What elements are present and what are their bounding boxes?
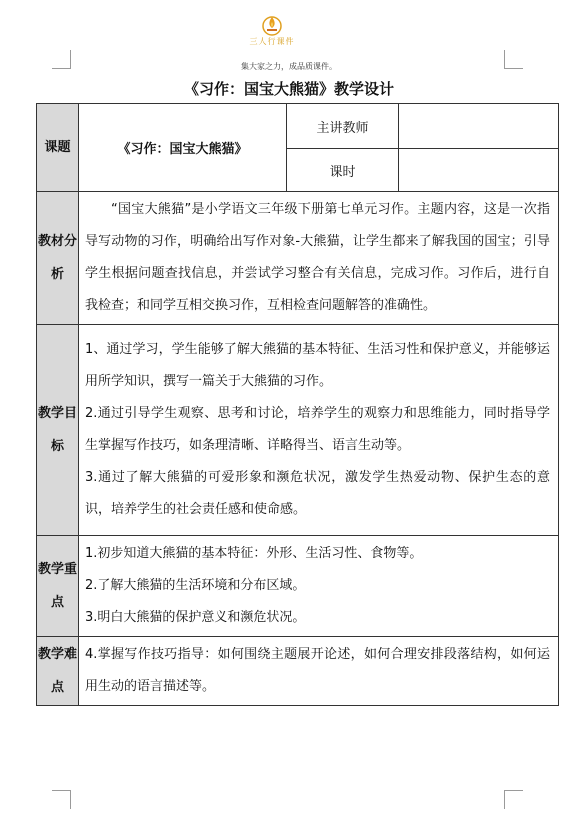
key-point-item: 2.了解大熊猫的生活环境和分布区域。 — [85, 578, 306, 593]
objectives-label: 教学目标 — [37, 325, 79, 536]
objective-item: 1、通过学习，学生能够了解大熊猫的基本特征、生活习性和保护意义，并能够运用所学知识，撰写一篇关于大熊猫的习作。 — [85, 342, 550, 389]
teacher-value — [399, 104, 559, 149]
table-row — [37, 325, 559, 536]
logo-text: 三人行课件 — [249, 37, 295, 46]
period-label: 课时 — [287, 149, 399, 192]
document-title: 《习作：国宝大熊猫》教学设计 — [183, 80, 394, 98]
key-points-label: 教学重点 — [37, 536, 79, 637]
period-value — [399, 149, 559, 192]
crop-mark-bottom-right — [504, 790, 523, 809]
flame-logo-icon — [261, 14, 283, 36]
table-row — [37, 104, 559, 149]
table-row — [37, 637, 559, 706]
analysis-label: 教材分析 — [37, 192, 79, 325]
lesson-plan-table — [36, 103, 559, 706]
teacher-label: 主讲教师 — [287, 104, 399, 149]
table-row — [37, 192, 559, 325]
topic-label: 课题 — [37, 104, 79, 192]
difficulties-label: 教学难点 — [37, 637, 79, 706]
difficulties-content — [79, 637, 559, 706]
objectives-content — [79, 325, 559, 536]
objective-item: 3.通过了解大熊猫的可爱形象和濒危状况，激发学生热爱动物、保护生态的意识，培养学生的社会责任感和使命感。 — [85, 470, 550, 517]
difficulty-item: 4.掌握写作技巧指导：如何围绕主题展开论述，如何合理安排段落结构，如何运用生动的语言描述等。 — [85, 647, 550, 694]
tagline: 集大家之力，成品质课件。 — [241, 62, 337, 71]
key-point-item: 3.明白大熊猫的保护意义和濒危状况。 — [85, 610, 306, 625]
objective-item: 2.通过引导学生观察、思考和讨论，培养学生的观察力和思维能力，同时指导学生掌握写作技巧，如条理清晰、详略得当、语言生动等。 — [85, 406, 550, 453]
publisher-logo — [249, 14, 295, 47]
table-row — [37, 536, 559, 637]
analysis-content — [79, 192, 559, 325]
key-point-item: 1.初步知道大熊猫的基本特征：外形、生活习性、食物等。 — [85, 546, 423, 561]
analysis-text: “国宝大熊猫”是小学语文三年级下册第七单元习作。主题内容，这是一次指导写动物的习作，明确给出写作对象-大熊猫，让学生都来了解我国的国宝；引导学生根据问题查找信息，并尝试学习整合有关信息，完成习作。习作后，进行自我检查；和同学互相交换习作，互相检查问题解答的准确性。 — [85, 202, 550, 313]
crop-mark-bottom-left — [52, 790, 71, 809]
key-points-content — [79, 536, 559, 637]
lesson-title: 《习作：国宝大熊猫》 — [79, 104, 287, 192]
